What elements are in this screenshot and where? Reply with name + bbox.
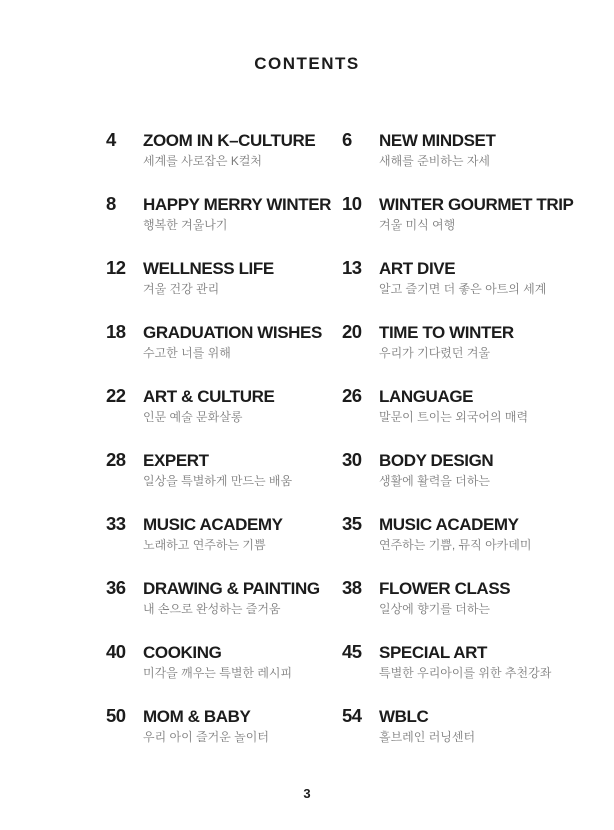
- toc-page-number: 28: [106, 449, 126, 470]
- toc-page-number: 6: [342, 129, 352, 150]
- toc-entry-subtitle: 새해를 준비하는 자세: [379, 154, 490, 168]
- toc-entry-subtitle: 행복한 겨울나기: [143, 218, 228, 232]
- toc-entry-title: LANGUAGE: [379, 387, 474, 406]
- toc-entry: [106, 257, 342, 321]
- toc-entry-title: FLOWER CLASS: [379, 579, 511, 598]
- toc-entry-subtitle: 수고한 너를 위해: [143, 346, 231, 360]
- toc-page-number: 35: [342, 513, 362, 534]
- toc-entry-title: WINTER GOURMET TRIP: [379, 195, 574, 214]
- toc-entry-title: GRADUATION WISHES: [143, 323, 322, 342]
- toc-entry-title: EXPERT: [143, 451, 209, 470]
- toc-entry-subtitle: 겨울 건강 관리: [143, 282, 220, 296]
- toc-entry-subtitle: 세계를 사로잡은 K컬처: [143, 154, 263, 168]
- toc-entry-subtitle: 내 손으로 완성하는 즐거움: [143, 602, 281, 616]
- toc-page-number: 26: [342, 385, 362, 406]
- toc-entry: [106, 641, 342, 705]
- toc-entry-title: MUSIC ACADEMY: [143, 515, 283, 534]
- toc-entry-title: SPECIAL ART: [379, 643, 488, 662]
- toc-entry-subtitle: 홀브레인 러닝센터: [379, 730, 476, 744]
- toc-entry-subtitle: 생활에 활력을 더하는: [379, 474, 490, 488]
- toc-entry-subtitle: 말문이 트이는 외국어의 매력: [379, 410, 529, 424]
- toc-entry-subtitle: 특별한 우리아이를 위한 추천강좌: [379, 666, 552, 680]
- toc-entry-subtitle: 연주하는 기쁨, 뮤직 아카데미: [379, 538, 532, 552]
- toc-entry-title: ART DIVE: [379, 259, 456, 278]
- toc-entry: [342, 577, 578, 641]
- toc-page-number: 22: [106, 385, 126, 406]
- toc-entry-title: COOKING: [143, 643, 222, 662]
- toc-entry-title: WBLC: [379, 707, 429, 726]
- toc-entry: [342, 385, 578, 449]
- toc-page-number: 33: [106, 513, 126, 534]
- folio-page-number: 3: [303, 786, 311, 801]
- toc-entry-subtitle: 겨울 미식 여행: [379, 218, 456, 232]
- toc-entry-title: WELLNESS LIFE: [143, 259, 274, 278]
- toc-entry-subtitle: 우리 아이 즐거운 놀이터: [143, 730, 269, 744]
- toc-page-number: 38: [342, 577, 362, 598]
- toc-entry-subtitle: 인문 예술 문화살롱: [143, 410, 243, 424]
- toc-entry-title: HAPPY MERRY WINTER: [143, 195, 332, 214]
- toc-entry: [342, 705, 578, 769]
- toc-entry-subtitle: 우리가 기다렸던 겨울: [379, 346, 490, 360]
- toc-page-number: 45: [342, 641, 362, 662]
- toc-entry-subtitle: 일상을 특별하게 만드는 배움: [143, 474, 293, 488]
- toc-page-number: 18: [106, 321, 126, 342]
- toc-entry-subtitle: 일상에 향기를 더하는: [379, 602, 490, 616]
- toc-page-number: 50: [106, 705, 126, 726]
- toc-entry-subtitle: 알고 즐기면 더 좋은 아트의 세계: [379, 282, 547, 296]
- contents-heading: CONTENTS: [254, 54, 360, 73]
- toc-entry-subtitle: 미각을 깨우는 특별한 레시피: [143, 666, 293, 680]
- toc-page-number: 54: [342, 705, 362, 726]
- toc-entry: [342, 193, 578, 257]
- toc-entry-title: DRAWING & PAINTING: [143, 579, 320, 598]
- toc-entry-title: TIME TO WINTER: [379, 323, 514, 342]
- toc-entry: [106, 449, 342, 513]
- toc-entry-title: MUSIC ACADEMY: [379, 515, 519, 534]
- toc-page-number: 12: [106, 257, 126, 278]
- toc-entry: [106, 513, 342, 577]
- toc-entry-subtitle: 노래하고 연주하는 기쁨: [143, 538, 266, 552]
- toc-entry: [106, 705, 342, 769]
- toc-entry: [342, 129, 578, 193]
- toc-page-number: 30: [342, 449, 362, 470]
- toc-entry: [106, 129, 342, 193]
- toc-page-number: 13: [342, 257, 362, 278]
- toc-entry-title: BODY DESIGN: [379, 451, 494, 470]
- toc-page-number: 36: [106, 577, 126, 598]
- toc-entry: [106, 577, 342, 641]
- toc-entry-title: ART & CULTURE: [143, 387, 275, 406]
- toc-entry: [106, 385, 342, 449]
- toc-entry: [342, 513, 578, 577]
- toc-entry: [342, 641, 578, 705]
- toc-entry: [342, 257, 578, 321]
- toc-page-number: 4: [106, 129, 116, 150]
- toc-entry-title: MOM & BABY: [143, 707, 251, 726]
- toc-entry: [342, 449, 578, 513]
- toc-entry: [106, 193, 342, 257]
- toc-grid: [106, 129, 578, 769]
- toc-entry: [106, 321, 342, 385]
- toc-page-number: 8: [106, 193, 116, 214]
- toc-entry-title: NEW MINDSET: [379, 131, 496, 150]
- toc-page-number: 10: [342, 193, 362, 214]
- toc-entry-title: ZOOM IN K–CULTURE: [143, 131, 316, 150]
- toc-page-number: 40: [106, 641, 126, 662]
- toc-page-number: 20: [342, 321, 362, 342]
- toc-entry: [342, 321, 578, 385]
